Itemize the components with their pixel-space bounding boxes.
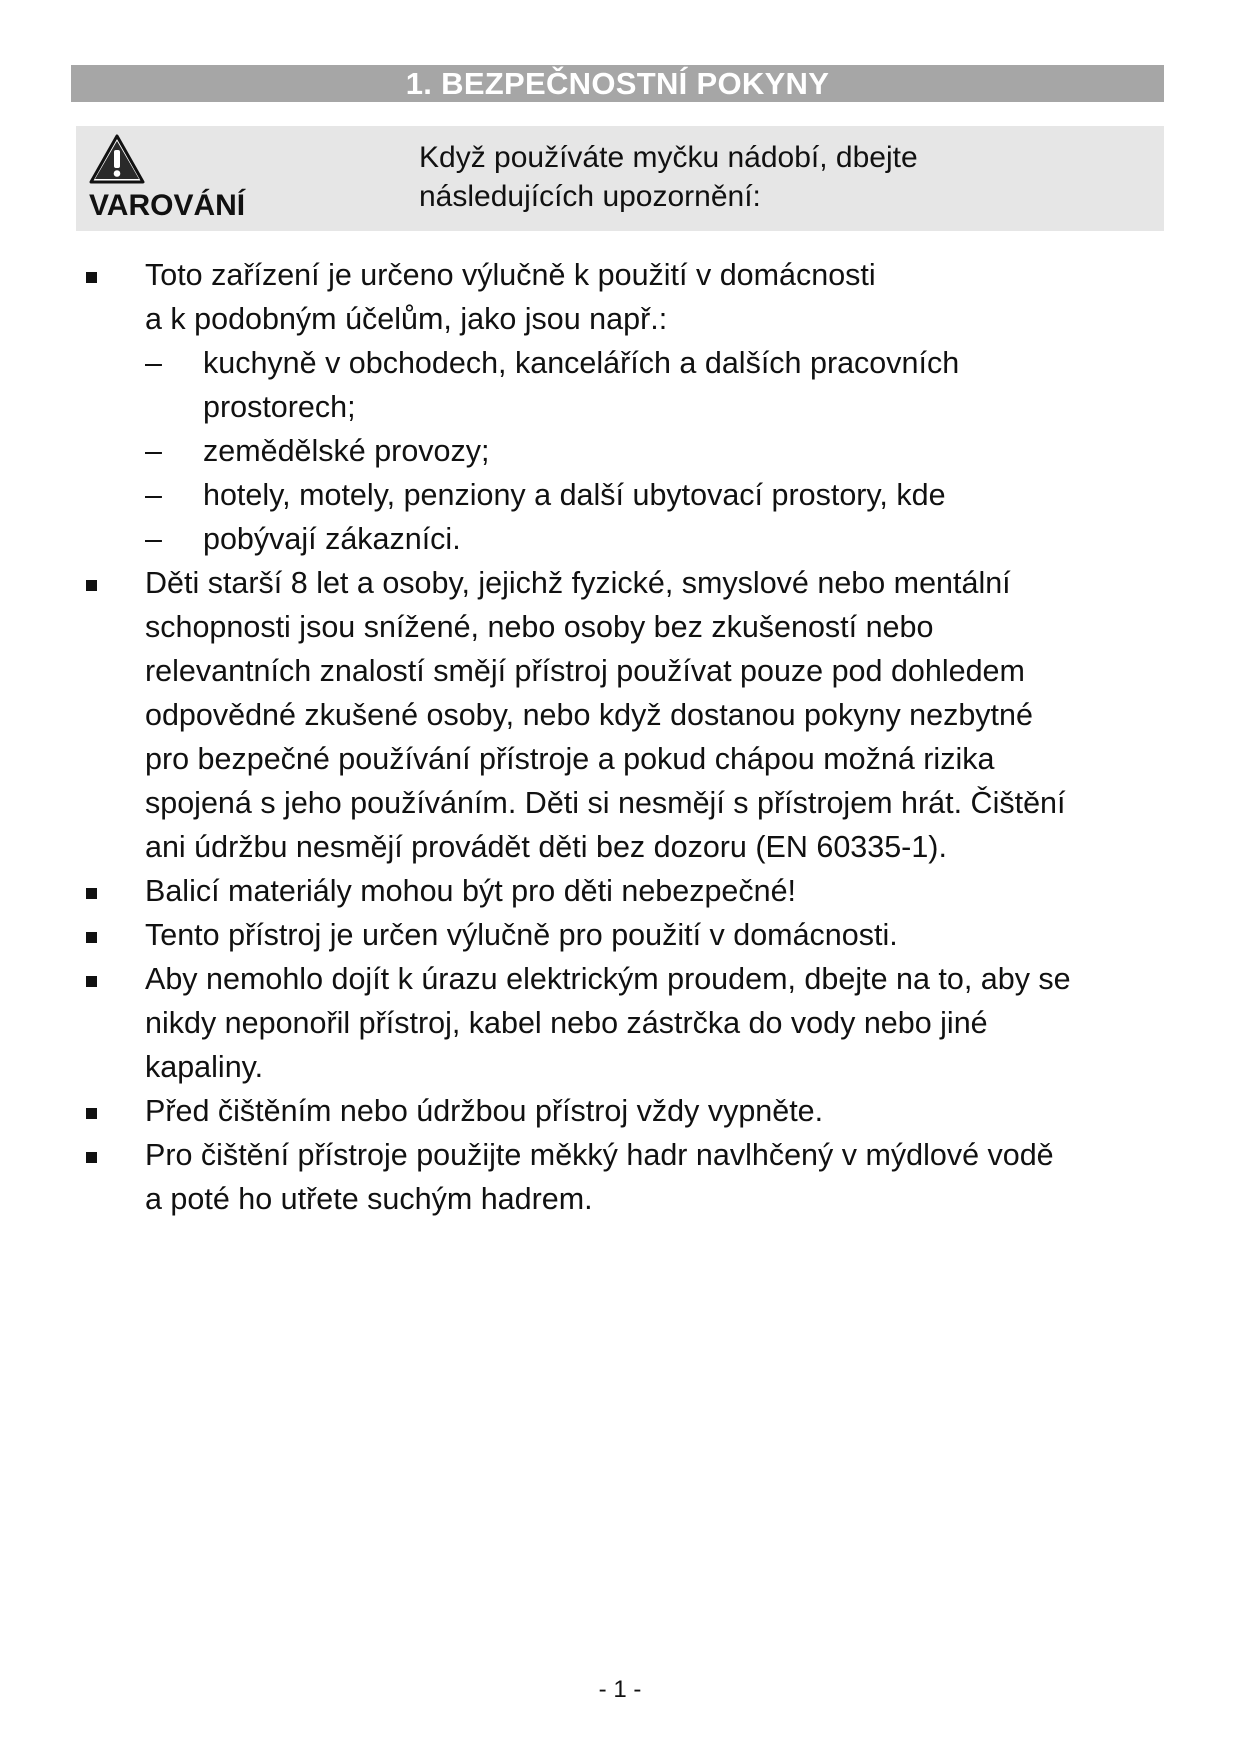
dash-marker: – <box>145 346 162 380</box>
warning-label: VAROVÁNÍ <box>89 189 246 222</box>
warning-text: Když používáte myčku nádobí, dbejte následujících upozornění: <box>419 141 918 213</box>
sub-list-item: – pobývají zákazníci. <box>145 517 1157 561</box>
bullet-square-icon <box>86 272 97 283</box>
list-item: Toto zařízení je určeno výlučně k použití v domácnosti a k podobným účelům, jako jsou např.: – kuchyně v obchodech, kancelářích a dalších pracovních prostorech; – zemědělské provozy; – hotely, motely, penziony a další ubytovací prostory, kde – pobývají zákazníci. <box>82 253 1157 561</box>
sub-list-item: – hotely, motely, penziony a další ubytovací prostory, kde <box>145 473 1157 517</box>
warning-box <box>76 126 1164 231</box>
safety-list <box>82 253 1157 1221</box>
section-title: 1. BEZPEČNOSTNÍ POKYNY <box>71 65 1164 102</box>
dash-marker: – <box>145 434 162 468</box>
dash-marker: – <box>145 478 162 512</box>
list-item: Tento přístroj je určen výlučně pro použití v domácnosti. <box>82 913 1157 957</box>
list-item: Děti starší 8 let a osoby, jejichž fyzické, smyslové nebo mentální schopnosti jsou snížené, nebo osoby bez zkušeností nebo relevantních znalostí smějí přístroj používat pouze pod dohledem odpovědné zkušené osoby, nebo když dostanou pokyny nezbytné pro bezpečné používání přístroje a pokud chápou možná rizika spojená s jeho používáním. Děti si nesmějí s přístrojem hrát. Čištění ani údržbu nesmějí provádět děti bez dozoru (EN 60335-1). <box>82 561 1157 869</box>
bullet-square-icon <box>86 1152 97 1163</box>
list-item: Aby nemohlo dojít k úrazu elektrickým proudem, dbejte na to, aby se nikdy neponořil přístroj, kabel nebo zástrčka do vody nebo jiné kapaliny. <box>82 957 1157 1089</box>
bullet-square-icon <box>86 976 97 987</box>
sub-list-item: – kuchyně v obchodech, kancelářích a dalších pracovních prostorech; <box>145 341 1157 429</box>
dash-marker: – <box>145 522 162 556</box>
list-item: Pro čištění přístroje použijte měkký hadr navlhčený v mýdlové vodě a poté ho utřete suchým hadrem. <box>82 1133 1157 1221</box>
list-item: Balicí materiály mohou být pro děti nebezpečné! <box>82 869 1157 913</box>
list-item: Před čištěním nebo údržbou přístroj vždy vypněte. <box>82 1089 1157 1133</box>
bullet-square-icon <box>86 888 97 899</box>
bullet-square-icon <box>86 932 97 943</box>
warning-triangle-icon <box>89 134 145 184</box>
sub-list-item: – zemědělské provozy; <box>145 429 1157 473</box>
bullet-square-icon <box>86 580 97 591</box>
bullet-square-icon <box>86 1108 97 1119</box>
page-number: - 1 - <box>598 1676 642 1703</box>
